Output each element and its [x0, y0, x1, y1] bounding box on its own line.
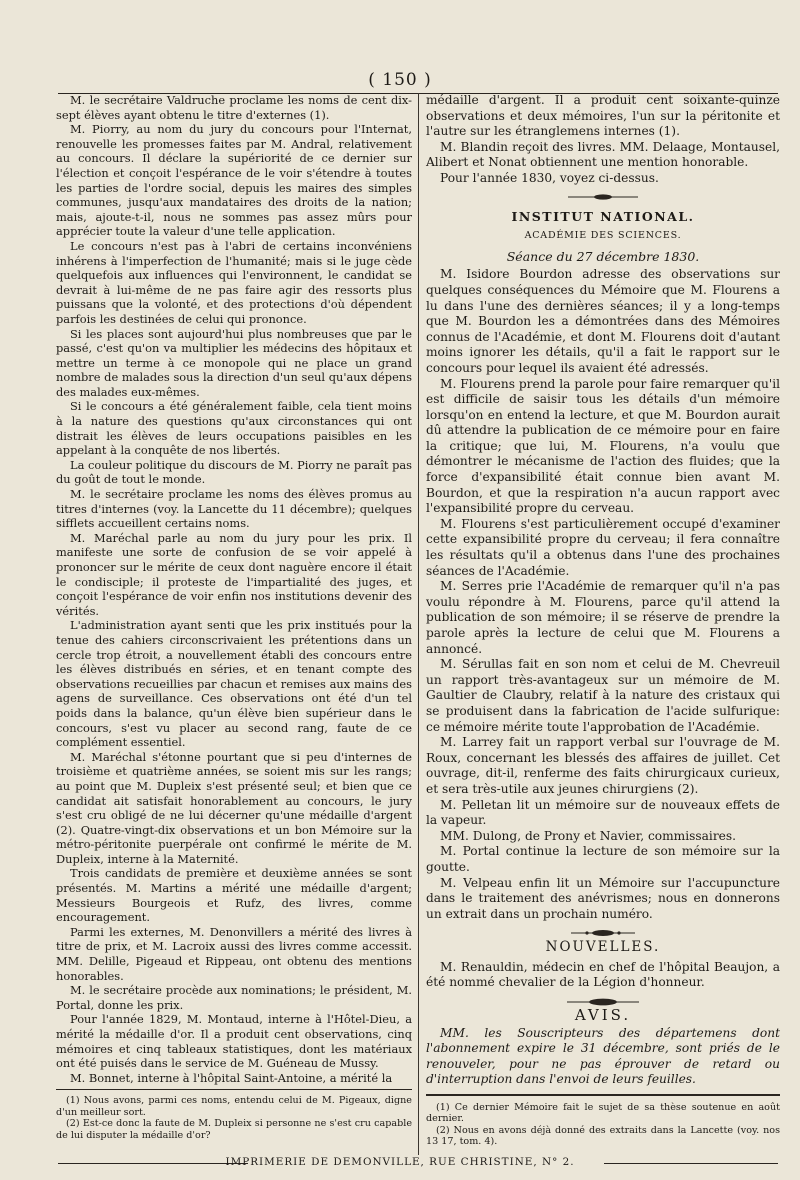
- paragraph: M. le secrétaire procède aux nominations; le président, M. Portal, donne les prix.: [56, 983, 412, 1012]
- paragraph: M. Larrey fait un rapport verbal sur l'ouvrage de M. Roux, concernant les blessés des affaires de juillet. Cet ouvrage, dit-il, renferme des faits chirurgicaux curieux, et sera très-utile aux jeunes chirurgiens (2).: [426, 735, 780, 796]
- right-footnotes: [426, 1102, 780, 1148]
- paragraph: M. Maréchal s'étonne pourtant que si peu d'internes de troisième et quatrième années, se soient mis sur les rangs; au point que M. Dupleix s'est présenté seul; et bien que ce candidat ait satisfait honorablement au concours, le jury s'est cru obligé de ne lui décerner qu'une médaille d'argent (2). Quatre-vingt-dix observations et un bon Mémoire sur la métro-péritonite puerpérale ont confirmé le mérite de M. Dupleix, interne à la Maternité.: [56, 749, 412, 866]
- paragraph: La couleur politique du discours de M. Piorry ne paraît pas du goût de tout le monde.: [56, 457, 412, 487]
- paragraph: M. Maréchal parle au nom du jury pour les prix. Il manifeste une sorte de confusion de se voir appelé à prononcer sur le mérite de ceux dont naguère encore il était le condisciple; il proteste de l'impartialité des juges, et conçoit l'espérance de voir enfin nos institutions devenir des vérités.: [56, 530, 412, 618]
- paragraph: M. le secrétaire Valdruche proclame les noms de cent dix-sept élèves ayant obtenu le titre d'externes (1).: [56, 93, 412, 122]
- paragraph: M. Sérullas fait en son nom et celui de M. Chevreuil un rapport très-avantageux sur un mémoire de M. Gaultier de Claubry, relatif à la nature des cristaux qui se produisent dans la fabrication de l'acide sulfurique: ce mémoire mérite toute l'approbation de l'Académie.: [426, 657, 780, 734]
- left-column-text: [56, 93, 412, 1085]
- left-column: [56, 93, 412, 1141]
- seance-heading: Séance du 27 décembre 1830.: [506, 248, 700, 264]
- footnote: (2) Nous en avons déjà donné des extraits dans la Lancette (voy. nos 13 17, tom. 4).: [426, 1124, 780, 1148]
- paragraph: M. Blandin reçoit des livres. MM. Delaage, Montausel, Alibert et Nonat obtiennent une mention honorable.: [426, 139, 780, 170]
- left-footnotes: [56, 1095, 412, 1141]
- paragraph: M. Flourens prend la parole pour faire remarquer qu'il est difficile de saisir tous les détails d'un mémoire lorsqu'on en entend la lecture, et que M. Bourdon aurait dû attendre la publication de ce mémoire pour en faire la critique; que lui, M. Flourens, n'a voulu que démontrer le mécanisme de l'action des fluides; que la force d'expansibilité était connue bien avant M. Bourdon, et que la respiration n'a aucun rapport avec l'expansibilité propre du cerveau.: [426, 376, 780, 516]
- right-column: [426, 93, 780, 1148]
- paragraph: M. le secrétaire proclame les noms des élèves promus au titres d'internes (voy. la Lancette du 11 décembre); quelques sifflets accueillent certains noms.: [56, 487, 412, 531]
- paragraph: Si les places sont aujourd'hui plus nombreuses que par le passé, c'est qu'on va multiplier les médecins des hôpitaux et mettre un terme à ce monopole qui ne place un grand nombre de malades sous la direction d'un seul qu'aux dépens des malades eux-mêmes.: [56, 326, 412, 399]
- paragraph: M. Flourens s'est particulièrement occupé d'examiner cette expansibilité propre du cerveau; il fera connaître les résultats qu'il a obtenus dans l'une des prochaines séances de l'Académie.: [426, 516, 780, 578]
- paragraph: M. Bonnet, interne à l'hôpital Saint-Antoine, a mérité la: [70, 1070, 393, 1085]
- avis-heading: AVIS.: [574, 1006, 632, 1025]
- paragraph: M. Velpeau enfin lit un Mémoire sur l'accupuncture dans le traitement des anévrismes; nous en donnerons un extrait dans un prochain numéro.: [426, 875, 780, 921]
- paragraph: Parmi les externes, M. Denonvillers a mérité des livres à titre de prix, et M. Lacroix aussi des livres comme accessit. MM. Delille, Pigeaud et Rippeau, ont obtenu des mentions honorables.: [56, 924, 412, 983]
- academie-heading: ACADÉMIE DES SCIENCES.: [524, 230, 682, 242]
- paragraph: médaille d'argent. Il a produit cent soixante-quinze observations et deux mémoires, l'un sur la péritonite et l'autre sur les étranglemens internes (1).: [426, 93, 780, 139]
- imprint: IMPRIMERIE DE DEMONVILLE, RUE CHRISTINE, N° 2.: [225, 1156, 575, 1168]
- imprint-rule-right: [604, 1163, 778, 1164]
- paragraph: M. Serres prie l'Académie de remarquer qu'il n'a pas voulu répondre à M. Flourens, parce qu'il attend la publication de son mémoire; il se réserve de prendre la parole après la lecture de celui que M. Flourens a annoncé.: [426, 579, 780, 656]
- paragraph: M. Piorry, au nom du jury du concours pour l'Internat, renouvelle les promesses faites par M. Andral, relativement au concours. Il déclare la supériorité de ce dernier sur l'élection et conçoit l'espérance de le voir s'étendre à toutes les parties de l'ordre social, depuis les maires des simples communes, jusqu'aux mandataires des droits de la nation; mais, ajoute-t-il, nous ne sommes pas assez mûrs pour apprécier toute la valeur d'une telle application.: [56, 122, 412, 239]
- avis-text: MM. les Souscripteurs des départemens dont l'abonnement expire le 31 décembre, sont priés de le renouveler, pour ne pas éprouver de retard ou d'interruption dans l'envoi de leurs feuilles.: [426, 1025, 780, 1087]
- seance-text: [426, 267, 780, 922]
- paragraph: Pour l'année 1829, M. Montaud, interne à l'Hôtel-Dieu, a mérité la médaille d'or. Il a produit cent observations, cinq mémoires et cinq tableaux statistiques, dont les matériaux ont été puisés dans le service de M. Guéneau de Mussy.: [56, 1012, 412, 1071]
- column-divider: [418, 93, 419, 1155]
- paragraph: M. Pelletan lit un mémoire sur de nouveaux effets de la vapeur.: [426, 797, 780, 828]
- footnote: (2) Est-ce donc la faute de M. Dupleix si personne ne s'est cru capable de lui disputer la médaille d'or?: [56, 1118, 412, 1141]
- nouvelles-text: M. Renauldin, médecin en chef de l'hôpital Beaujon, a été nommé chevalier de la Légion d'honneur.: [426, 959, 780, 990]
- paragraph: Si le concours a été généralement faible, cela tient moins à la nature des questions qu'aux circonstances qui ont distrait les élèves de leurs occupations paisibles en les appelant à la conquête de nos libertés.: [56, 399, 412, 458]
- footnote: (1) Ce dernier Mémoire fait le sujet de sa thèse soutenue en août dernier.: [426, 1102, 780, 1125]
- paragraph: M. Isidore Bourdon adresse des observations sur quelques conséquences du Mémoire que M. Flourens a lu dans l'une des dernières séances; il y a long-temps que M. Bourdon les a démontrées dans des Mémoires connus de l'Académie, et dont M. Flourens doit d'autant moins ignorer les détails, qu'il a fait le rapport sur le concours pour lequel ils avaient été adressés.: [426, 267, 780, 375]
- footnote-rule: [56, 1089, 412, 1090]
- paragraph: Trois candidats de première et deuxième années se sont présentés. M. Martins a mérité une médaille d'argent; Messieurs Bourgeois et Rufz, des livres, comme encouragement.: [56, 866, 412, 925]
- nouvelles-heading: NOUVELLES.: [545, 939, 661, 956]
- ornament-divider-icon: [563, 928, 643, 938]
- paragraph: Pour l'année 1830, voyez ci-dessus.: [440, 170, 659, 185]
- paragraph: L'administration ayant senti que les prix institués pour la tenue des cahiers circonscrivaient les prétentions dans un cercle trop étroit, a nouvellement établi des concours entre les élèves distribués en séries, et en tenant compte des observations recueillies par chacun et remises aux mains des agens de surveillance. Ces observations ont été d'un tel poids dans la balance, qu'un élève bien supérieur dans le concours, s'est vu placer au second rang, faute de ce complément essentiel.: [56, 618, 412, 750]
- right-intro-text: [426, 93, 780, 187]
- paragraph: M. Portal continue la lecture de son mémoire sur la goutte.: [426, 844, 780, 874]
- institut-heading: INSTITUT NATIONAL.: [511, 208, 695, 224]
- footnote-rule: [426, 1094, 780, 1096]
- ornament-divider-icon: [568, 193, 638, 201]
- paragraph: Le concours n'est pas à l'abri de certains inconvéniens inhérens à l'imperfection de l'humanité; mais si le juge cède quelquefois aux influences qui l'environnent, le candidat se devrait à lui-même de ne pas faire agir des ressorts plus puissans que la volonté, et des protections d'où dépendent parfois les destinées de celui qui prononce.: [56, 238, 412, 326]
- footnote: (1) Nous avons, parmi ces noms, entendu celui de M. Pigeaux, digne d'un meilleur sort.: [56, 1095, 412, 1118]
- paragraph: MM. Dulong, de Prony et Navier, commissaires.: [440, 828, 736, 843]
- page-number: ( 150 ): [368, 70, 432, 90]
